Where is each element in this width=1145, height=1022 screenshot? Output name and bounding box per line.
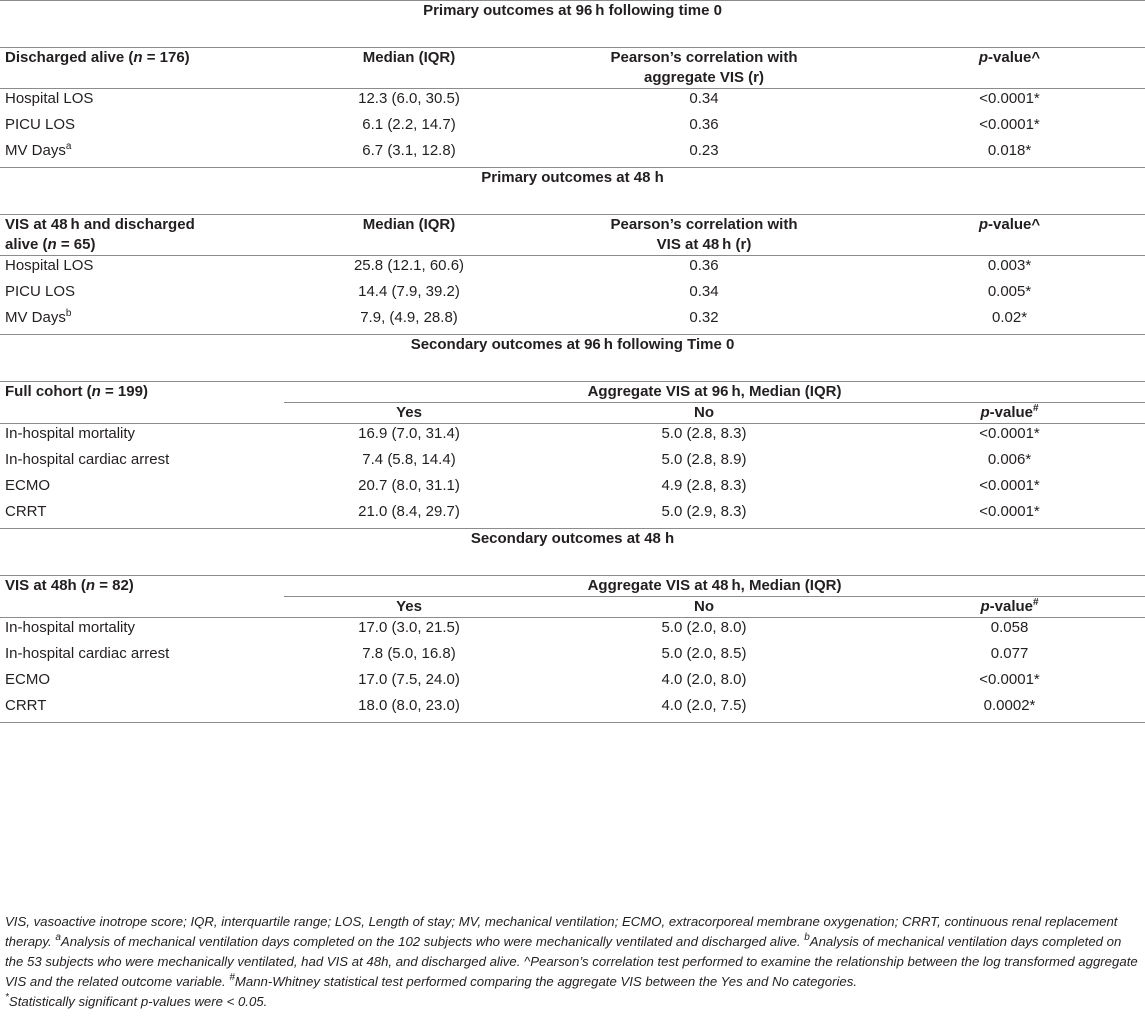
table-row	[0, 256, 1145, 283]
cell-r: 0.34	[689, 90, 719, 107]
cell-r: 0.36	[689, 257, 719, 274]
section-title-row	[0, 529, 1145, 576]
cell-yes: 16.9 (7.0, 31.4)	[358, 425, 460, 442]
cell-no: 5.0 (2.0, 8.0)	[661, 619, 747, 636]
cell-p: <0.0001*	[979, 116, 1040, 133]
section-title-row	[0, 168, 1145, 215]
cell-median: 7.9, (4.9, 28.8)	[284, 308, 534, 335]
spanning-header: Aggregate VIS at 48 h, Median (IQR)	[284, 576, 1145, 597]
cell-yes: 17.0 (7.5, 24.0)	[358, 671, 460, 688]
cell-no: 4.0 (2.0, 8.0)	[661, 671, 747, 688]
row-label: PICU LOS	[5, 116, 76, 133]
cell-p: 0.006*	[987, 451, 1032, 468]
table-row	[0, 644, 1145, 670]
column-header: Pearson’s correlation with VIS at 48 h (r)	[534, 215, 874, 256]
cell-median: 25.8 (12.1, 60.6)	[353, 257, 465, 274]
column-header-row	[0, 576, 1145, 597]
cell-p: 0.003*	[987, 257, 1032, 274]
cell-median: 6.7 (3.1, 12.8)	[284, 141, 534, 168]
column-header: Median (IQR)	[284, 215, 534, 256]
spanning-header: Aggregate VIS at 96 h, Median (IQR)	[284, 382, 1145, 403]
column-header: p-value^	[874, 215, 1145, 256]
cell-no: 5.0 (2.8, 8.9)	[661, 451, 747, 468]
row-label: PICU LOS	[5, 283, 76, 300]
table-row	[0, 115, 1145, 141]
cell-yes: 7.8 (5.0, 16.8)	[362, 645, 456, 662]
column-header-p: p-value#	[874, 403, 1145, 424]
column-header-row	[0, 215, 1145, 256]
row-label: MV Days$^b$	[0, 308, 284, 335]
cell-no: 4.0 (2.0, 7.5)	[534, 696, 874, 723]
row-label: CRRT	[0, 696, 284, 723]
row-label: In-hospital mortality	[5, 425, 136, 442]
section-title-row	[0, 335, 1145, 382]
cell-yes: 17.0 (3.0, 21.5)	[358, 619, 460, 636]
cell-median: 6.1 (2.2, 14.7)	[362, 116, 456, 133]
cell-p: <0.0001*	[979, 425, 1040, 442]
column-header-no: No	[534, 597, 874, 618]
table-row	[0, 282, 1145, 308]
column-header: Full cohort (n = 199)	[5, 383, 148, 400]
cell-median: 12.3 (6.0, 30.5)	[358, 90, 460, 107]
cell-p: <0.0001*	[979, 90, 1040, 107]
cell-median: 14.4 (7.9, 39.2)	[358, 283, 460, 300]
cell-p: <0.0001*	[874, 502, 1145, 529]
row-label: Hospital LOS	[5, 90, 94, 107]
column-header-no: No	[534, 403, 874, 424]
column-header-row	[0, 597, 1145, 618]
cell-yes: 21.0 (8.4, 29.7)	[284, 502, 534, 529]
cell-no: 4.9 (2.8, 8.3)	[661, 477, 747, 494]
column-header: Discharged alive (n = 176)	[0, 48, 284, 89]
column-header-p: p-value#	[874, 597, 1145, 618]
column-header: Pearson’s correlation with aggregate VIS (r)	[534, 48, 874, 89]
cell-r: 0.23	[534, 141, 874, 168]
row-label: ECMO	[5, 477, 50, 494]
column-header: p-value^	[874, 48, 1145, 89]
row-label: MV Days$^a$	[0, 141, 284, 168]
table-row	[0, 424, 1145, 451]
cell-yes: 18.0 (8.0, 23.0)	[284, 696, 534, 723]
cell-yes: 20.7 (8.0, 31.1)	[358, 477, 460, 494]
cell-p: 0.005*	[987, 283, 1032, 300]
table-row	[0, 696, 1145, 723]
table-row	[0, 502, 1145, 529]
column-header: VIS at 48h (n = 82)	[5, 577, 134, 594]
column-header-yes: Yes	[284, 597, 534, 618]
section-title: Primary outcomes at 48 h	[0, 168, 1145, 215]
table-row	[0, 476, 1145, 502]
section-title: Secondary outcomes at 48 h	[0, 529, 1145, 576]
table-row	[0, 141, 1145, 168]
column-header-row	[0, 382, 1145, 403]
table-row	[0, 618, 1145, 645]
cell-r: 0.32	[534, 308, 874, 335]
section-title: Primary outcomes at 96 h following time 0	[0, 1, 1145, 48]
cell-no: 5.0 (2.0, 8.5)	[661, 645, 747, 662]
row-label: ECMO	[5, 671, 50, 688]
row-label: CRRT	[0, 502, 284, 529]
cell-no: 5.0 (2.9, 8.3)	[534, 502, 874, 529]
column-header-row	[0, 48, 1145, 89]
cell-r: 0.36	[689, 116, 719, 133]
cell-p: 0.058	[990, 619, 1029, 636]
table-row	[0, 670, 1145, 696]
cell-no: 5.0 (2.8, 8.3)	[661, 425, 747, 442]
row-label: In-hospital cardiac arrest	[5, 451, 170, 468]
cell-p: <0.0001*	[979, 477, 1040, 494]
column-header: Median (IQR)	[284, 48, 534, 89]
column-header-row	[0, 403, 1145, 424]
cell-yes: 7.4 (5.8, 14.4)	[362, 451, 456, 468]
section-title: Secondary outcomes at 96 h following Time 0	[0, 335, 1145, 382]
table-row	[0, 89, 1145, 116]
cell-p: 0.077	[990, 645, 1029, 662]
cell-p: 0.0002*	[874, 696, 1145, 723]
cell-p: <0.0001*	[979, 671, 1040, 688]
row-label: In-hospital cardiac arrest	[5, 645, 170, 662]
table-footnote: VIS, vasoactive inotrope score; IQR, interquartile range; LOS, Length of stay; MV, mechanical ventilation; ECMO, extracorporeal membrane oxygenation; CRRT, continuous renal replacement therapy. $^a$Analysis of mechanical ventilation days completed on the 102 subjects who were mechanically ventilated and discharged alive. $^b$Analysis of mechanical ventilation days completed on the 53 subjects who were mechanically ventilated, had VIS at 48h, and discharged alive. ^Pearson’s correlation test performed to examine the relationship between the log transformed aggregate VIS and the related outcome variable. #Mann-Whitney statistical test performed comparing the aggregate VIS between the Yes and No categories. *Statistically significant p-values were < 0.05.	[5, 914, 1138, 1009]
section-title-row	[0, 1, 1145, 48]
table-row	[0, 308, 1145, 335]
row-label: Hospital LOS	[5, 257, 94, 274]
table-row	[0, 450, 1145, 476]
column-header-yes: Yes	[284, 403, 534, 424]
column-header: VIS at 48 h and discharged alive (n = 65)	[0, 215, 284, 256]
cell-r: 0.34	[689, 283, 719, 300]
row-label: In-hospital mortality	[5, 619, 136, 636]
cell-p: 0.02*	[874, 308, 1145, 335]
cell-p: 0.018*	[874, 141, 1145, 168]
